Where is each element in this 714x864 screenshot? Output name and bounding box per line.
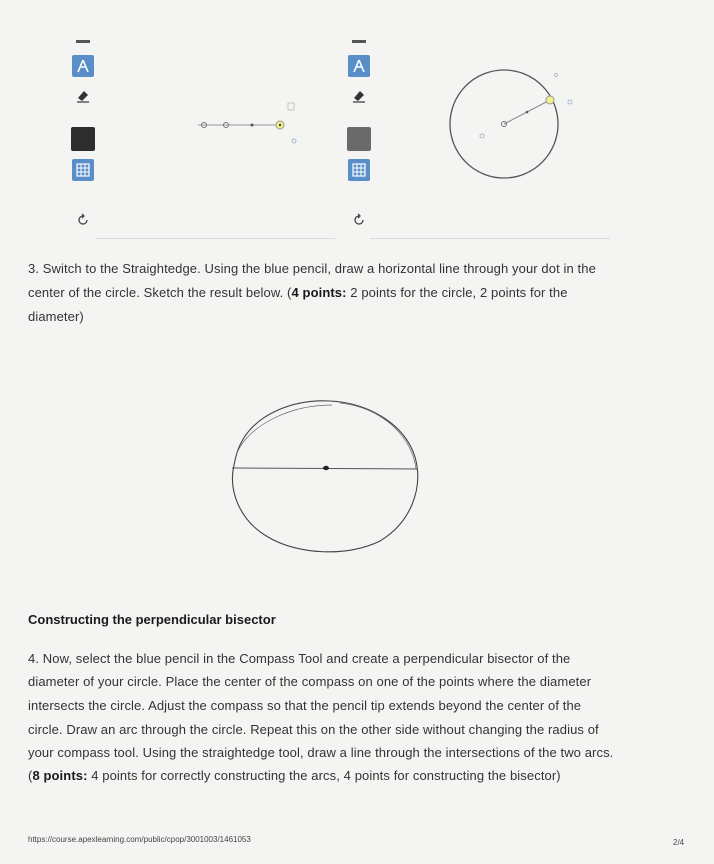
canvas-handle	[288, 103, 294, 110]
q4-text: intersects the circle. Adjust the compass so that the pencil tip extends beyond the center of the	[28, 698, 582, 713]
q4-text: diameter of your circle. Place the center of the compass on one of the points where the diameter	[28, 674, 592, 689]
q3-line-2	[28, 281, 568, 305]
compass-tool-button[interactable]	[72, 55, 94, 77]
q3-number: 3.	[28, 261, 40, 276]
canvas-point	[279, 124, 281, 126]
q4-line-4	[28, 718, 599, 742]
canvas-point	[526, 111, 529, 114]
footer-url: https://course.apexlearning.com/public/cpop/3001003/1461053	[28, 835, 251, 844]
q3-text: center of the circle. Sketch the result below. (	[28, 285, 292, 300]
q4-text: (	[28, 768, 33, 783]
eraser-tool-button[interactable]	[72, 85, 94, 107]
toolbar-handle	[76, 40, 90, 43]
q4-text: circle. Draw an arc through the circle. Repeat this on the other side without changing the radius of	[28, 722, 599, 737]
eraser-icon	[351, 88, 367, 104]
grid-icon	[352, 163, 366, 177]
canvas-point	[554, 73, 557, 76]
hand-sketch	[220, 385, 435, 560]
compass-icon	[76, 59, 90, 73]
eraser-icon	[75, 88, 91, 104]
compass-icon	[352, 59, 366, 73]
left-canvas-drawing	[190, 95, 310, 155]
canvas-point	[292, 139, 296, 143]
q4-line-5	[28, 741, 613, 765]
toolbar-handle	[352, 40, 366, 43]
canvas-point	[546, 96, 554, 104]
left-toolbar	[71, 40, 95, 231]
center-dot	[323, 466, 329, 470]
canvas-point	[480, 134, 484, 138]
canvas-point	[568, 100, 572, 104]
q3-text: diameter)	[28, 309, 84, 324]
refresh-icon	[76, 213, 90, 227]
canvas-point	[251, 124, 254, 127]
q4-line-2	[28, 670, 591, 694]
refresh-icon	[352, 213, 366, 227]
q3-line-1	[28, 257, 596, 281]
q3-text: Switch to the Straightedge. Using the blue pencil, draw a horizontal line through your dot in the	[42, 261, 596, 276]
right-canvas-drawing	[440, 60, 590, 185]
q4-points-label: 8 points:	[32, 768, 88, 783]
sketched-circle-stroke	[236, 403, 416, 469]
q4-text: 4 points for correctly constructing the arcs, 4 points for constructing the bisector)	[87, 768, 561, 783]
right-toolbar	[347, 40, 371, 231]
q4-text: 4. Now, select the blue pencil in the Compass Tool and create a perpendicular bisector of the	[28, 651, 571, 666]
color-swatch-gray[interactable]	[347, 127, 371, 151]
section-heading: Constructing the perpendicular bisector	[28, 612, 276, 627]
q4-line-3	[28, 694, 581, 718]
compass-tool-button[interactable]	[348, 55, 370, 77]
grid-icon	[76, 163, 90, 177]
grid-tool-button[interactable]	[72, 159, 94, 181]
screenshot-divider	[95, 238, 335, 239]
refresh-button[interactable]	[348, 209, 370, 231]
q4-line-6	[28, 764, 561, 788]
q3-line-3	[28, 305, 84, 329]
refresh-button[interactable]	[72, 209, 94, 231]
eraser-tool-button[interactable]	[348, 85, 370, 107]
grid-tool-button[interactable]	[348, 159, 370, 181]
q3-points-label: 4 points:	[291, 285, 347, 300]
color-swatch-dark[interactable]	[71, 127, 95, 151]
q4-text: your compass tool. Using the straightedge tool, draw a line through the intersections of the two arcs.	[28, 745, 614, 760]
q3-text: 2 points for the circle, 2 points for the	[346, 285, 568, 300]
page-number: 2/4	[673, 838, 685, 847]
q4-line-1	[28, 647, 570, 671]
screenshot-divider	[370, 238, 610, 239]
